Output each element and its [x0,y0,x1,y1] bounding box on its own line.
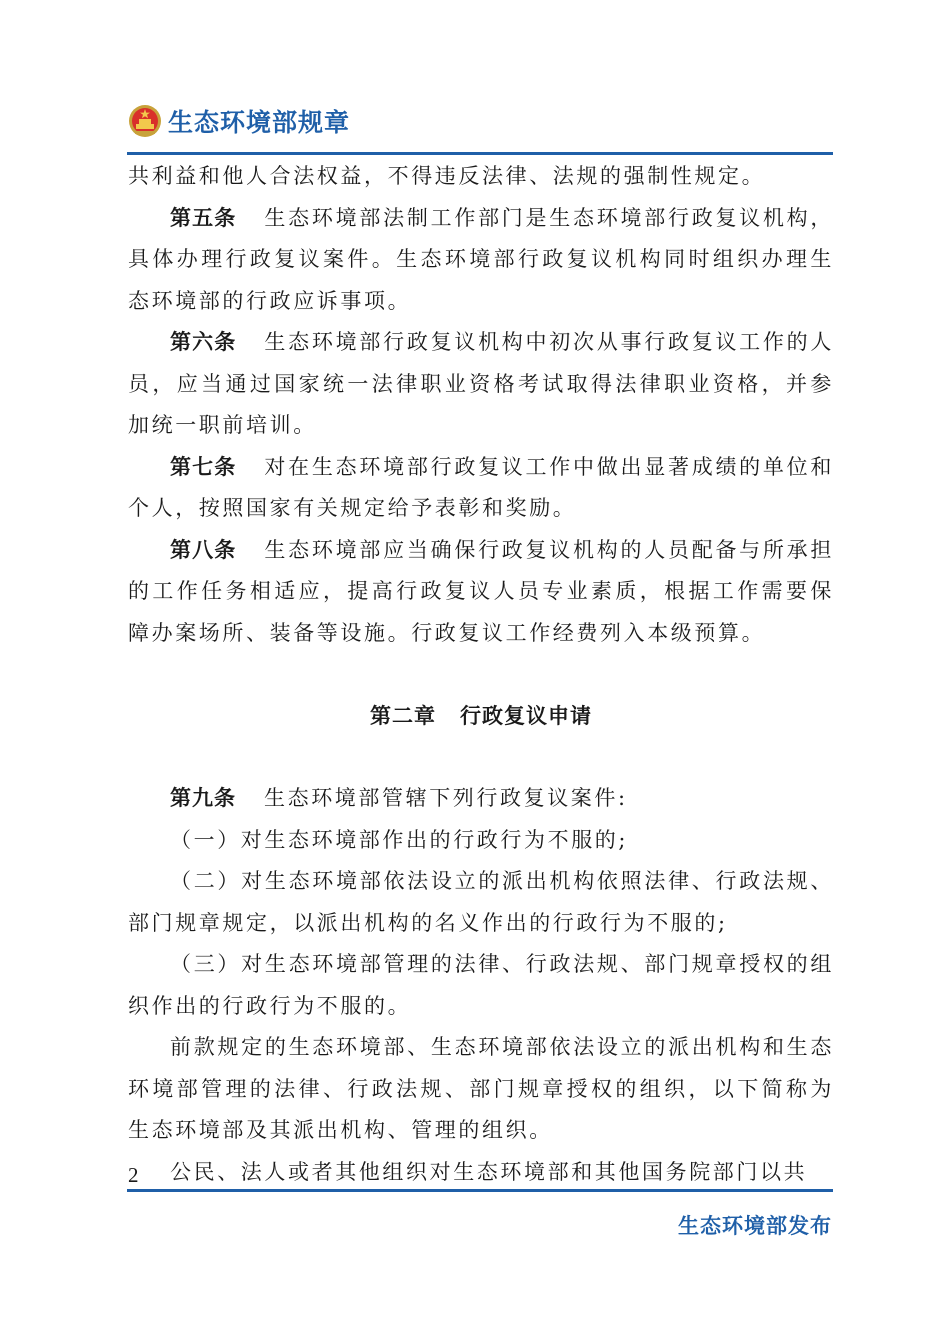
footer-publisher: 生态环境部发布 [678,1214,832,1238]
paragraph-continued: 共利益和他人合法权益，不得违反法律、法规的强制性规定。 [128,164,766,188]
header-title: 生态环境部规章 [168,108,351,137]
article-text: 对在生态环境部行政复议工作中做出显著成绩的单位和个人，按照国家有关规定给予表彰和奖励。 [128,454,834,520]
article-label: 第五条 [170,205,237,230]
article-8 [128,530,834,655]
footer-divider [127,1189,833,1192]
list-item: （二）对生态环境部依法设立的派出机构依照法律、行政法规、部门规章规定，以派出机构的名义作出的行政行为不服的; [128,869,834,935]
article-text: 生态环境部法制工作部门是生态环境部行政复议机构，具体办理行政复议案件。生态环境部行政复议机构同时组织办理生态环境部的行政应诉事项。 [128,205,834,313]
article-5 [128,198,834,323]
article-7 [128,447,834,530]
article-6 [128,322,834,447]
article-label: 第六条 [170,330,237,354]
article-text: 生态环境部管辖下列行政复议案件: [264,786,628,810]
paragraph: 前款规定的生态环境部、生态环境部依法设立的派出机构和生态环境部管理的法律、行政法规、部门规章授权的组织，以下简称为生态环境部及其派出机构、管理的组织。 [128,1035,834,1142]
header-divider [127,152,833,155]
article-text: 生态环境部应当确保行政复议机构的人员配备与所承担的工作任务相适应，提高行政复议人员专业素质，根据工作需要保障办案场所、装备等设施。行政复议工作经费列入本级预算。 [128,537,834,645]
national-emblem-icon [128,104,162,138]
list-item: （三）对生态环境部管理的法律、行政法规、部门规章授权的组织作出的行政行为不服的。 [128,952,834,1018]
document-header [128,96,350,146]
page-number: 2 [128,1163,139,1187]
chapter-heading [128,654,834,778]
list-item: （一）对生态环境部作出的行政行为不服的; [170,827,629,852]
article-label: 第七条 [170,454,237,479]
article-9 [128,778,834,820]
document-body [128,156,834,1193]
article-label: 第九条 [170,786,236,810]
paragraph: 公民、法人或者其他组织对生态环境部和其他国务院部门以共 [170,1159,808,1184]
article-text: 生态环境部行政复议机构中初次从事行政复议工作的人员，应当通过国家统一法律职业资格考试取得法律职业资格，并参加统一职前培训。 [128,330,834,437]
article-label: 第八条 [170,537,237,562]
chapter-title: 行政复议申请 [460,704,592,728]
chapter-number: 第二章 [370,704,436,728]
